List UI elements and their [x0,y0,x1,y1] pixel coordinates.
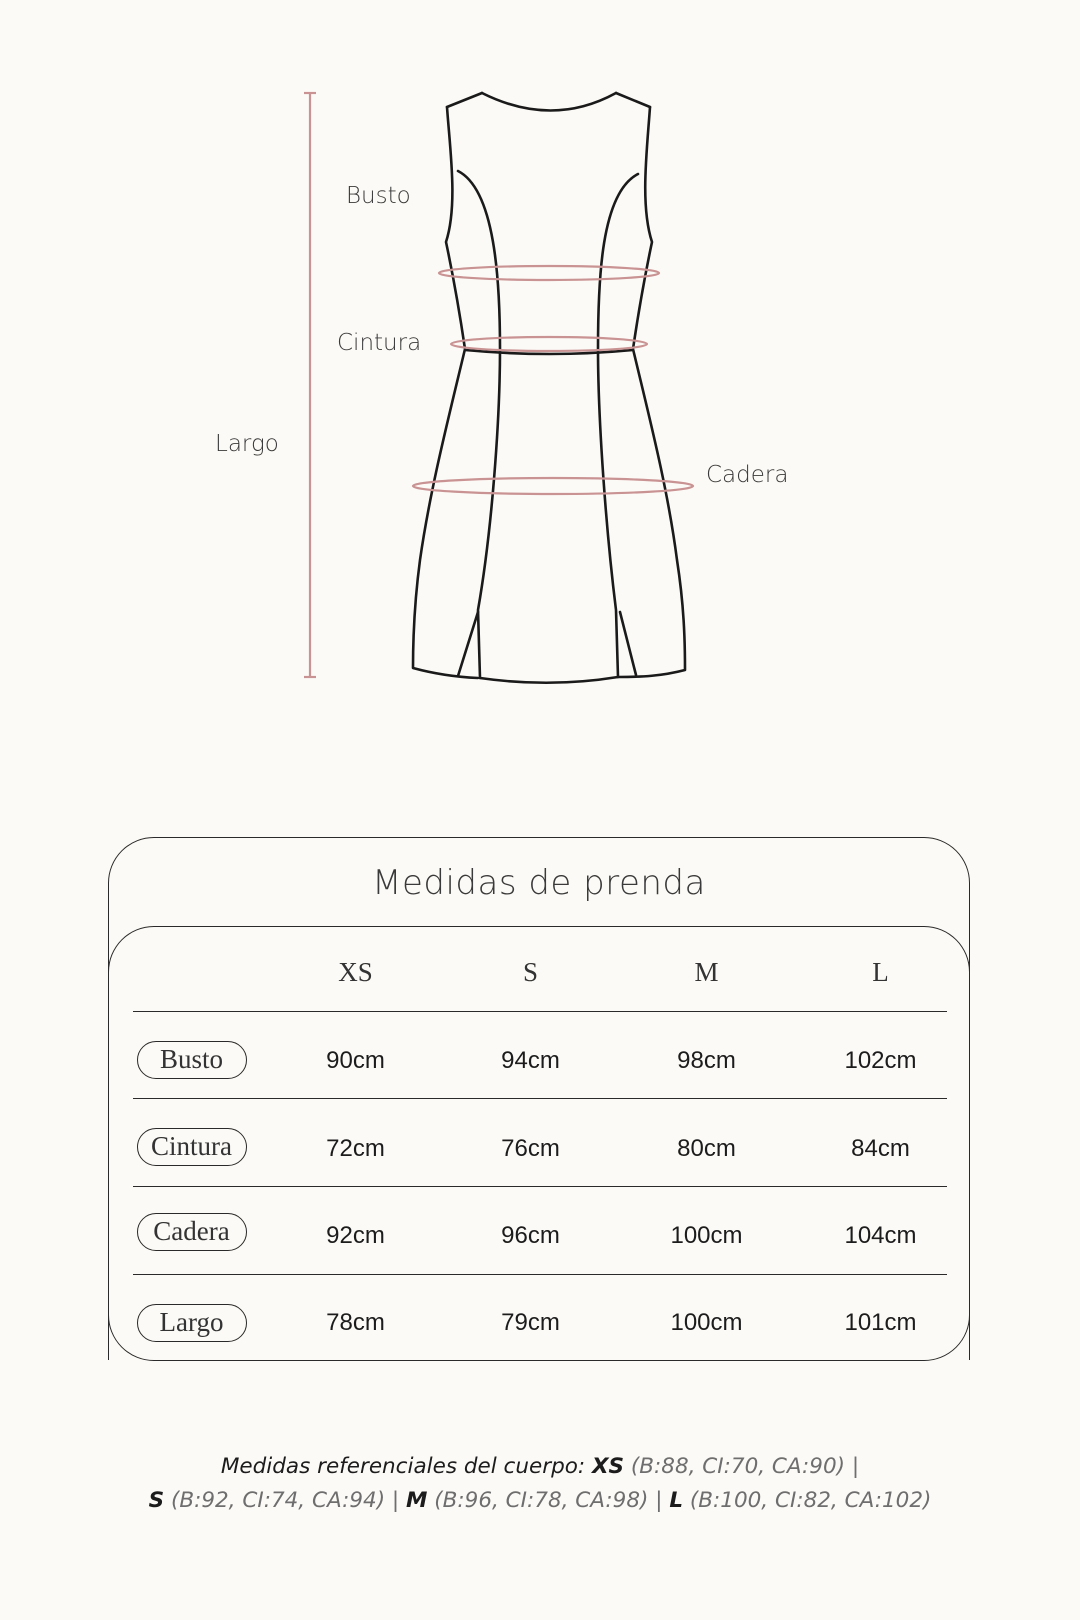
row-label-hip: Cadera [137,1213,247,1251]
row-divider [133,1098,947,1099]
body-measurements-note [0,1450,1080,1518]
table-cell: 102cm [844,1047,917,1074]
size-header-m: M [694,957,719,987]
size-header-xs: XS [338,957,373,987]
label-waist: Cintura [337,330,422,356]
size-header-l: L [872,957,889,987]
row-divider [133,1186,947,1187]
footnote-size-m: M [406,1488,428,1513]
footnote-detail-l: (B:100, CI:82, CA:102) [689,1488,932,1513]
table-cell: 78cm [326,1309,385,1336]
table-cell: 90cm [326,1047,385,1074]
footnote-line-1 [0,1450,1080,1484]
row-label-length: Largo [137,1304,247,1342]
waist-line [451,337,647,351]
label-length: Largo [215,431,279,457]
label-hip: Cadera [706,462,789,488]
footnote-separator: | [391,1488,400,1513]
table-cell: 79cm [501,1309,560,1336]
table-body [108,926,970,1360]
table-cell: 76cm [501,1135,560,1162]
measurements-table [108,837,970,1361]
label-bust: Busto [346,183,411,209]
row-label-bust: Busto [137,1041,247,1079]
row-divider [133,1011,947,1012]
bust-line [439,266,659,280]
length-indicator [304,93,316,677]
footnote-colon: : [577,1454,586,1479]
footnote-line-2 [0,1484,1080,1518]
footnote-separator: | [655,1488,663,1513]
measurement-lines [413,266,693,494]
footnote-size-l: L [669,1488,684,1513]
table-cell: 101cm [844,1309,917,1336]
table-title: Medidas de prenda [372,863,706,903]
row-divider [133,1274,947,1275]
row-label-waist: Cintura [137,1128,247,1166]
footnote-size-xs: XS [591,1454,625,1479]
footnote-detail-s: (B:92, CI:74, CA:94) [170,1488,386,1513]
dress-outline [413,93,685,683]
table-cell: 100cm [670,1309,743,1336]
table-cell: 92cm [326,1222,385,1249]
table-cell: 104cm [844,1222,917,1249]
footnote-size-s: S [148,1488,165,1513]
table-cell: 94cm [501,1047,560,1074]
footnote-detail-xs: (B:88, CI:70, CA:90) [630,1454,846,1479]
dress-diagram [0,0,1080,720]
size-header-s: S [522,957,539,987]
table-cell: 72cm [326,1135,385,1162]
footnote-detail-m: (B:96, CI:78, CA:98) [434,1488,649,1513]
table-cell: 96cm [501,1222,560,1249]
footnote-intro: Medidas referenciales del cuerpo [220,1454,578,1479]
table-cell: 84cm [851,1135,910,1162]
table-cell: 100cm [670,1222,743,1249]
table-cell: 80cm [677,1135,736,1162]
footnote-separator: | [851,1454,860,1479]
hip-line [413,478,693,494]
table-cell: 98cm [677,1047,736,1074]
